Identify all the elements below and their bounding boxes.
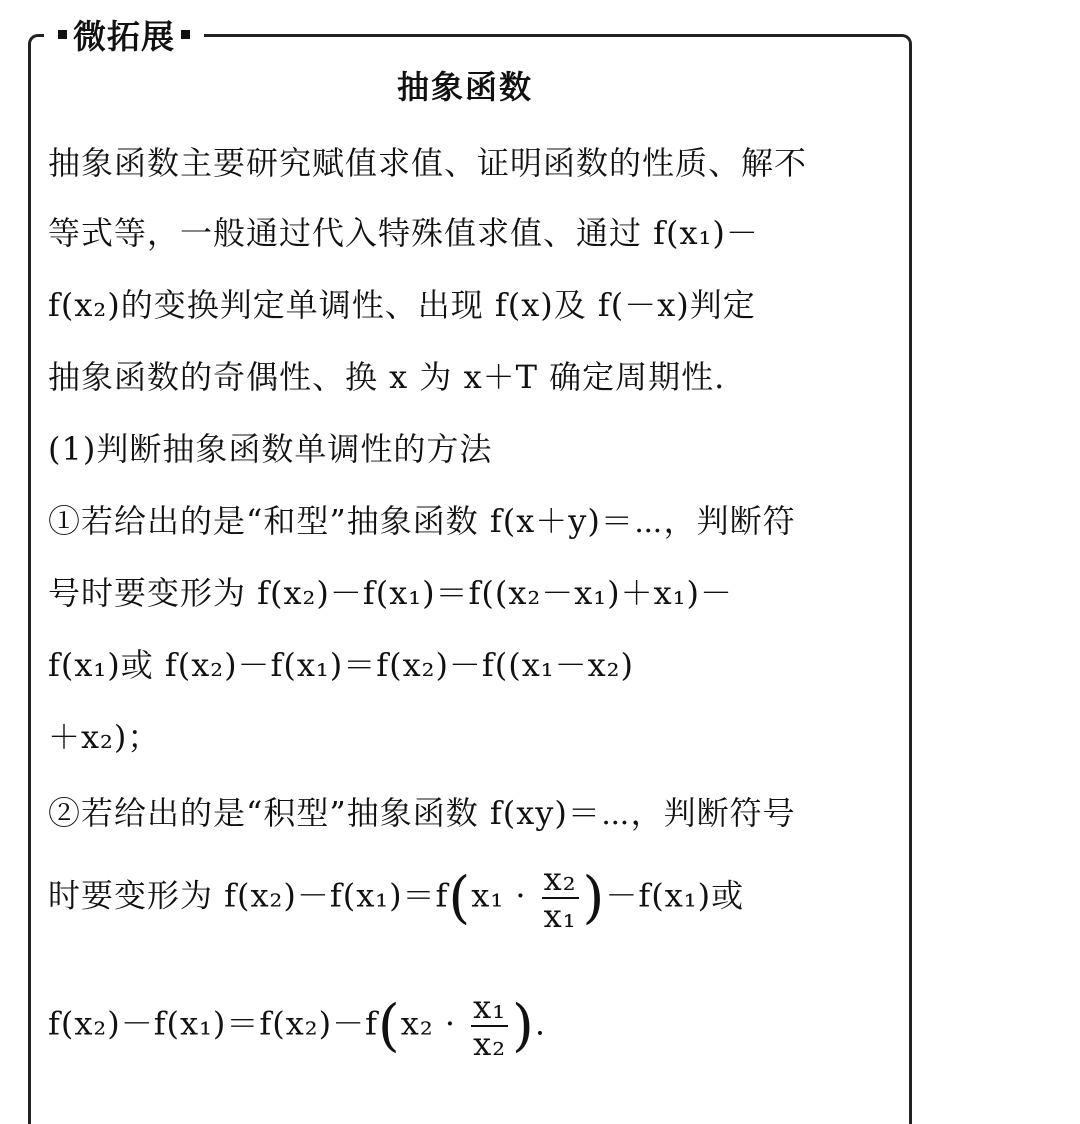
fraction-2 [471,990,508,1062]
text-line-1: 抽象函数主要研究赋值求值、证明函数的性质、解不 [48,144,808,182]
formula-2-suffix: . [534,1004,547,1043]
formula-1-suffix: －f(x₁)或 [605,876,745,915]
fraction-2-denominator: x₂ [473,1025,507,1064]
text-line-10: ②若给出的是“积型”抽象函数 f(xy)＝⋯，判断符号 [48,794,796,832]
formula-line-1 [48,862,888,934]
text-line-6: ①若给出的是“和型”抽象函数 f(x＋y)＝⋯，判断符 [48,502,796,540]
text-line-8: f(x₁)或 f(x₂)－f(x₁)＝f(x₂)－f((x₁－x₂) [48,646,634,684]
left-paren: ( [377,993,401,1059]
right-paren: ) [582,865,606,931]
formula-1-prefix: 时要变形为 f(x₂)－f(x₁)＝f [48,876,449,915]
formula-line-2 [48,990,888,1062]
text-line-4: 抽象函数的奇偶性、换 x 为 x＋T 确定周期性. [48,358,726,396]
square-bullet-icon [58,30,67,39]
formula-1-inner: x₁ · [471,876,527,915]
text-line-7: 号时要变形为 f(x₂)－f(x₁)＝f((x₂－x₁)＋x₁)－ [48,574,733,612]
section-tag [44,12,204,56]
fraction-2-numerator: x₁ [473,988,507,1026]
formula-2-prefix: f(x₂)－f(x₁)＝f(x₂)－f [48,1004,378,1043]
fraction-1-denominator: x₁ [543,897,577,936]
text-line-5: (1)判断抽象函数单调性的方法 [48,430,493,468]
text-line-3: f(x₂)的变换判定单调性、出现 f(x)及 f(－x)判定 [48,286,756,324]
left-paren: ( [448,865,472,931]
formula-2-inner: x₂ · [400,1004,456,1043]
right-paren: ) [512,993,535,1059]
square-bullet-icon [181,30,190,39]
text-line-2: 等式等，一般通过代入特殊值求值、通过 f(x₁)－ [48,214,759,252]
text-line-9: ＋x₂)； [48,718,161,756]
fraction-1-numerator: x₂ [543,860,577,898]
section-tag-label: 微拓展 [73,16,175,56]
page-title: 抽象函数 [396,68,533,106]
fraction-1 [542,862,579,934]
